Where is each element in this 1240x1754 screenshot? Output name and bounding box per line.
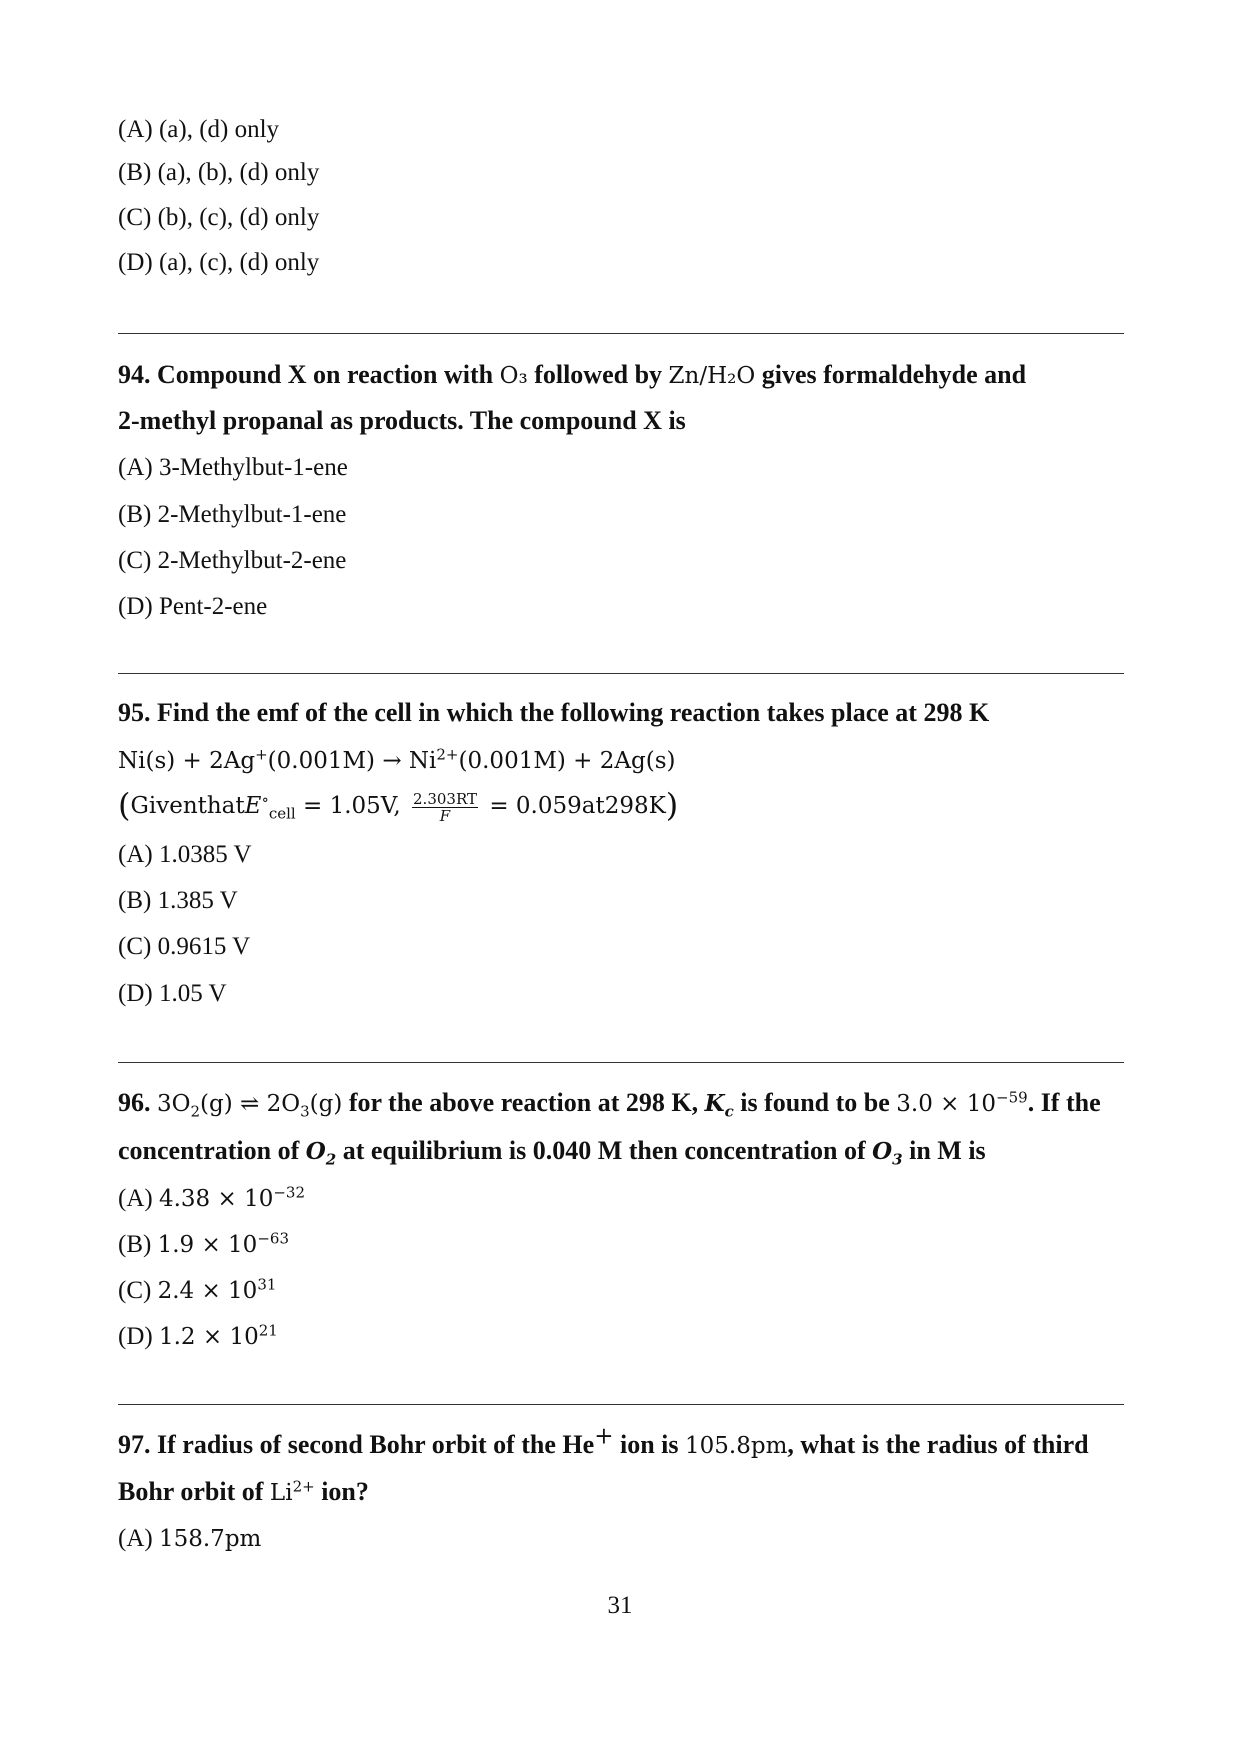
divider (118, 673, 1124, 674)
page-number: 31 (607, 1592, 633, 1619)
q96-option-d: (D) $1.2 \times 10^{21}$ (118, 1321, 278, 1350)
q94-option-b: (B) 2-Methylbut-1-ene (118, 501, 347, 528)
divider (118, 1062, 1124, 1063)
question-97-line-2: Bohr orbit of $Li^{2+}$ ion? (118, 1477, 369, 1506)
question-97-line-1: 97. If radius of second Bohr orbit of the He+ ion is 105.8pm, what is the radius of third (118, 1423, 1089, 1459)
prev-option-c: (C) (b), (c), (d) only (118, 204, 320, 231)
question-96-line-2: concentration of $O_2$ at equilibrium is 0.040 M then concentration of $O_3$ in M is (118, 1136, 986, 1169)
fraction: $\frac{2.303RT}{F}$ (413, 789, 477, 825)
question-number: 95. (118, 698, 151, 727)
question-96-line-1: 96. $3O_2(g)$ ⇌ $2O_3(g)$ for the above reaction at 298 K, $K_c$ is found to be $3.0 \times 10^{-59}$. If the (118, 1088, 1101, 1121)
divider (118, 333, 1124, 334)
q95-option-a: (A) 1.0385 V (118, 841, 252, 868)
q95-option-d: (D) 1.05 V (118, 980, 227, 1007)
question-94-line-1: 94. Compound X on reaction with O₃ followed by Zn/H₂O gives formaldehyde and (118, 360, 1027, 389)
q95-given-data: (GiventhatE∘$_{cell}$ = 1.05V, $\frac{2.303RT}{F}$ = 0.059at298K) (118, 786, 679, 825)
prev-option-a: (A) (a), (d) only (118, 116, 280, 143)
q94-option-c: (C) 2-Methylbut-2-ene (118, 547, 347, 574)
q94-option-a: (A) 3-Methylbut-1-ene (118, 454, 348, 481)
q96-option-b: (B) $1.9 \times 10^{-63}$ (118, 1229, 289, 1258)
q95-option-c: (C) 0.9615 V (118, 933, 251, 960)
q95-reaction: $Ni(s) + 2Ag^+(0.001M) \to Ni^{2+}(0.001M) + 2Ag(s)$ (118, 745, 676, 774)
q97-option-a: (A) 158.7pm (118, 1525, 262, 1552)
question-number: 96. (118, 1088, 151, 1117)
q94-option-d: (D) Pent-2-ene (118, 593, 268, 620)
divider (118, 1404, 1124, 1405)
prev-option-b: (B) (a), (b), (d) only (118, 159, 320, 186)
q95-option-b: (B) 1.385 V (118, 887, 238, 914)
prev-option-d: (D) (a), (c), (d) only (118, 249, 320, 276)
q96-option-a: (A) $4.38 \times 10^{-32}$ (118, 1183, 305, 1212)
question-number: 94. (118, 360, 151, 389)
question-number: 97. (118, 1430, 151, 1459)
question-94-line-2: 2-methyl propanal as products. The compound X is (118, 406, 686, 435)
question-95-text: 95. Find the emf of the cell in which the following reaction takes place at 298 K (118, 698, 990, 727)
q96-option-c: (C) $2.4 \times 10^{31}$ (118, 1275, 277, 1304)
